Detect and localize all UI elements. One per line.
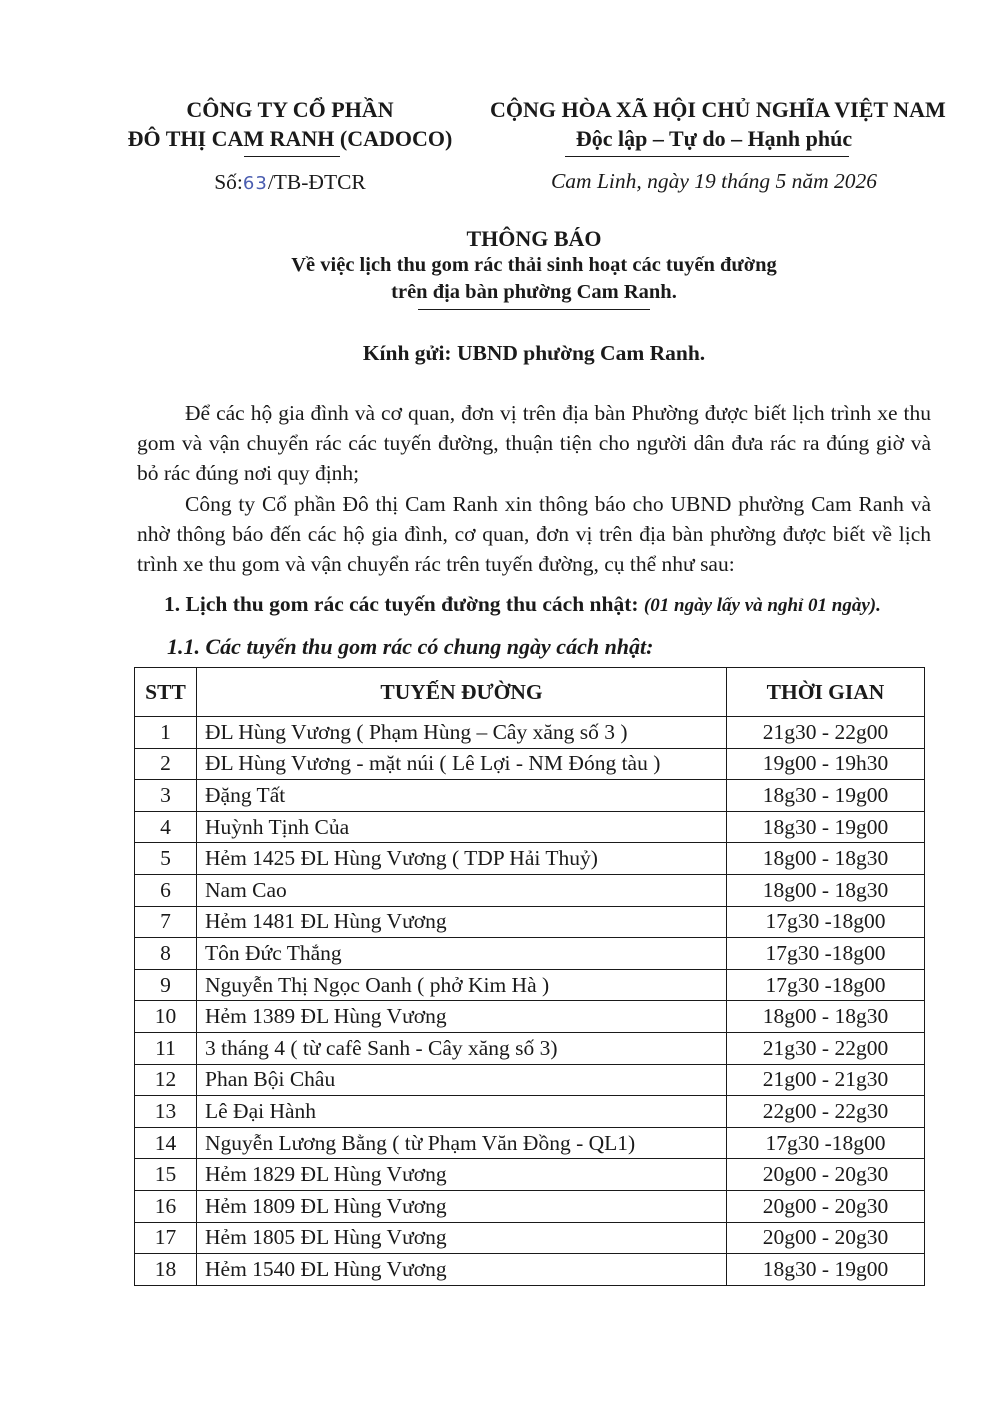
row-time: 17g30 -18g00 (727, 969, 925, 1001)
section-1-heading (164, 589, 944, 621)
header-stt: STT (135, 668, 197, 717)
row-stt: 16 (135, 1190, 197, 1222)
motto-underline (565, 156, 849, 157)
nation-motto: Độc lập – Tự do – Hạnh phúc (575, 126, 853, 151)
row-time: 18g30 - 19g00 (727, 780, 925, 812)
row-route: Huỳnh Tịnh Của (197, 811, 727, 843)
row-time: 19g00 - 19h30 (727, 748, 925, 780)
table-row (135, 1159, 925, 1191)
section-1-1-title: 1.1. Các tuyến thu gom rác có chung ngày cách nhật: (167, 634, 654, 659)
table-row (135, 1127, 925, 1159)
row-route: 3 tháng 4 ( từ cafê Sanh - Cây xăng số 3) (197, 1032, 727, 1064)
row-time: 17g30 -18g00 (727, 938, 925, 970)
table-row (135, 1254, 925, 1286)
table-row (135, 906, 925, 938)
row-stt: 14 (135, 1127, 197, 1159)
row-time: 21g30 - 22g00 (727, 717, 925, 749)
row-stt: 12 (135, 1064, 197, 1096)
document-number-handwritten: 63 (242, 173, 268, 194)
row-stt: 5 (135, 843, 197, 875)
row-stt: 15 (135, 1159, 197, 1191)
row-route: Phan Bội Châu (197, 1064, 727, 1096)
row-time: 18g30 - 19g00 (727, 811, 925, 843)
intro-paragraph: Để các hộ gia đình và cơ quan, đơn vị trên địa bàn Phường được biết lịch trình xe thu gom và vận chuyển rác các tuyến đường, thuận tiện cho người dân đưa rác ra đúng giờ và bỏ rác đúng nơi quy định; (137, 401, 931, 485)
table-row (135, 1222, 925, 1254)
table-row (135, 811, 925, 843)
section-1-note: (01 ngày lấy và nghỉ 01 ngày). (643, 595, 881, 616)
row-route: Hẻm 1389 ĐL Hùng Vương (197, 1001, 727, 1033)
table-header-row (135, 668, 925, 717)
row-route: Đặng Tất (197, 780, 727, 812)
row-route: Hẻm 1481 ĐL Hùng Vương (197, 906, 727, 938)
document-number-suffix: /TB-ĐTCR (267, 170, 366, 194)
table-row (135, 1190, 925, 1222)
section-1-title: 1. Lịch thu gom rác các tuyến đường thu cách nhật: (164, 592, 639, 616)
table-row (135, 1064, 925, 1096)
announcement-paragraph: Công ty Cổ phần Đô thị Cam Ranh xin thông báo cho UBND phường Cam Ranh và nhờ thông báo đến các hộ gia đình, cơ quan, đơn vị trên địa bàn phường được biết về lịch trình xe thu gom và vận chuyển rác trên tuyến đường, cụ thể như sau: (137, 492, 931, 576)
row-time: 20g00 - 20g30 (727, 1159, 925, 1191)
recipient: Kính gửi: UBND phường Cam Ranh. (362, 341, 706, 365)
row-time: 18g00 - 18g30 (727, 843, 925, 875)
title-underline (418, 309, 650, 310)
row-stt: 1 (135, 717, 197, 749)
nation-title: CỘNG HÒA XÃ HỘI CHỦ NGHĨA VIỆT NAM (490, 97, 946, 122)
collection-schedule-table (134, 667, 925, 1286)
row-stt: 9 (135, 969, 197, 1001)
row-stt: 2 (135, 748, 197, 780)
table-row (135, 748, 925, 780)
table-row (135, 938, 925, 970)
table-row (135, 969, 925, 1001)
row-stt: 3 (135, 780, 197, 812)
company-name-line2: ĐÔ THỊ CAM RANH (CADOCO) (127, 126, 453, 151)
row-stt: 13 (135, 1096, 197, 1128)
notice-subject-line2: trên địa bàn phường Cam Ranh. (391, 281, 677, 303)
row-time: 21g30 - 22g00 (727, 1032, 925, 1064)
row-route: Nguyễn Thị Ngọc Oanh ( phở Kim Hà ) (197, 969, 727, 1001)
header-time: THỜI GIAN (727, 668, 925, 717)
notice-title: THÔNG BÁO (466, 226, 602, 251)
row-route: Hẻm 1829 ĐL Hùng Vương (197, 1159, 727, 1191)
company-underline (244, 156, 340, 157)
table-row (135, 874, 925, 906)
row-route: Hẻm 1425 ĐL Hùng Vương ( TDP Hải Thuỷ) (197, 843, 727, 875)
row-stt: 4 (135, 811, 197, 843)
row-route: Lê Đại Hành (197, 1096, 727, 1128)
row-route: Hẻm 1805 ĐL Hùng Vương (197, 1222, 727, 1254)
row-route: Tôn Đức Thắng (197, 938, 727, 970)
row-route: ĐL Hùng Vương ( Phạm Hùng – Cây xăng số 3 ) (197, 717, 727, 749)
company-name-line1: CÔNG TY CỔ PHẦN (186, 97, 394, 122)
row-route: ĐL Hùng Vương - mặt núi ( Lê Lợi - NM Đóng tàu ) (197, 748, 727, 780)
table-row (135, 717, 925, 749)
row-route: Nam Cao (197, 874, 727, 906)
row-time: 18g00 - 18g30 (727, 1001, 925, 1033)
table-row (135, 1032, 925, 1064)
row-time: 20g00 - 20g30 (727, 1190, 925, 1222)
row-time: 22g00 - 22g30 (727, 1096, 925, 1128)
row-time: 17g30 -18g00 (727, 906, 925, 938)
row-stt: 18 (135, 1254, 197, 1286)
row-time: 17g30 -18g00 (727, 1127, 925, 1159)
notice-subject-line1: Về việc lịch thu gom rác thải sinh hoạt các tuyến đường (291, 254, 777, 276)
row-time: 18g30 - 19g00 (727, 1254, 925, 1286)
header-route: TUYẾN ĐƯỜNG (197, 668, 727, 717)
row-stt: 17 (135, 1222, 197, 1254)
table-row (135, 1001, 925, 1033)
place-and-date: Cam Linh, ngày 19 tháng 5 năm 2026 (550, 169, 878, 193)
table-row (135, 843, 925, 875)
row-route: Hẻm 1809 ĐL Hùng Vương (197, 1190, 727, 1222)
table-row (135, 780, 925, 812)
document-number-prefix: Số: (214, 170, 243, 194)
row-route: Nguyễn Lương Bằng ( từ Phạm Văn Đồng - QL1) (197, 1127, 727, 1159)
row-stt: 7 (135, 906, 197, 938)
row-route: Hẻm 1540 ĐL Hùng Vương (197, 1254, 727, 1286)
row-time: 18g00 - 18g30 (727, 874, 925, 906)
table-row (135, 1096, 925, 1128)
row-stt: 11 (135, 1032, 197, 1064)
document-number (120, 167, 460, 199)
row-time: 20g00 - 20g30 (727, 1222, 925, 1254)
row-time: 21g00 - 21g30 (727, 1064, 925, 1096)
row-stt: 10 (135, 1001, 197, 1033)
row-stt: 6 (135, 874, 197, 906)
row-stt: 8 (135, 938, 197, 970)
